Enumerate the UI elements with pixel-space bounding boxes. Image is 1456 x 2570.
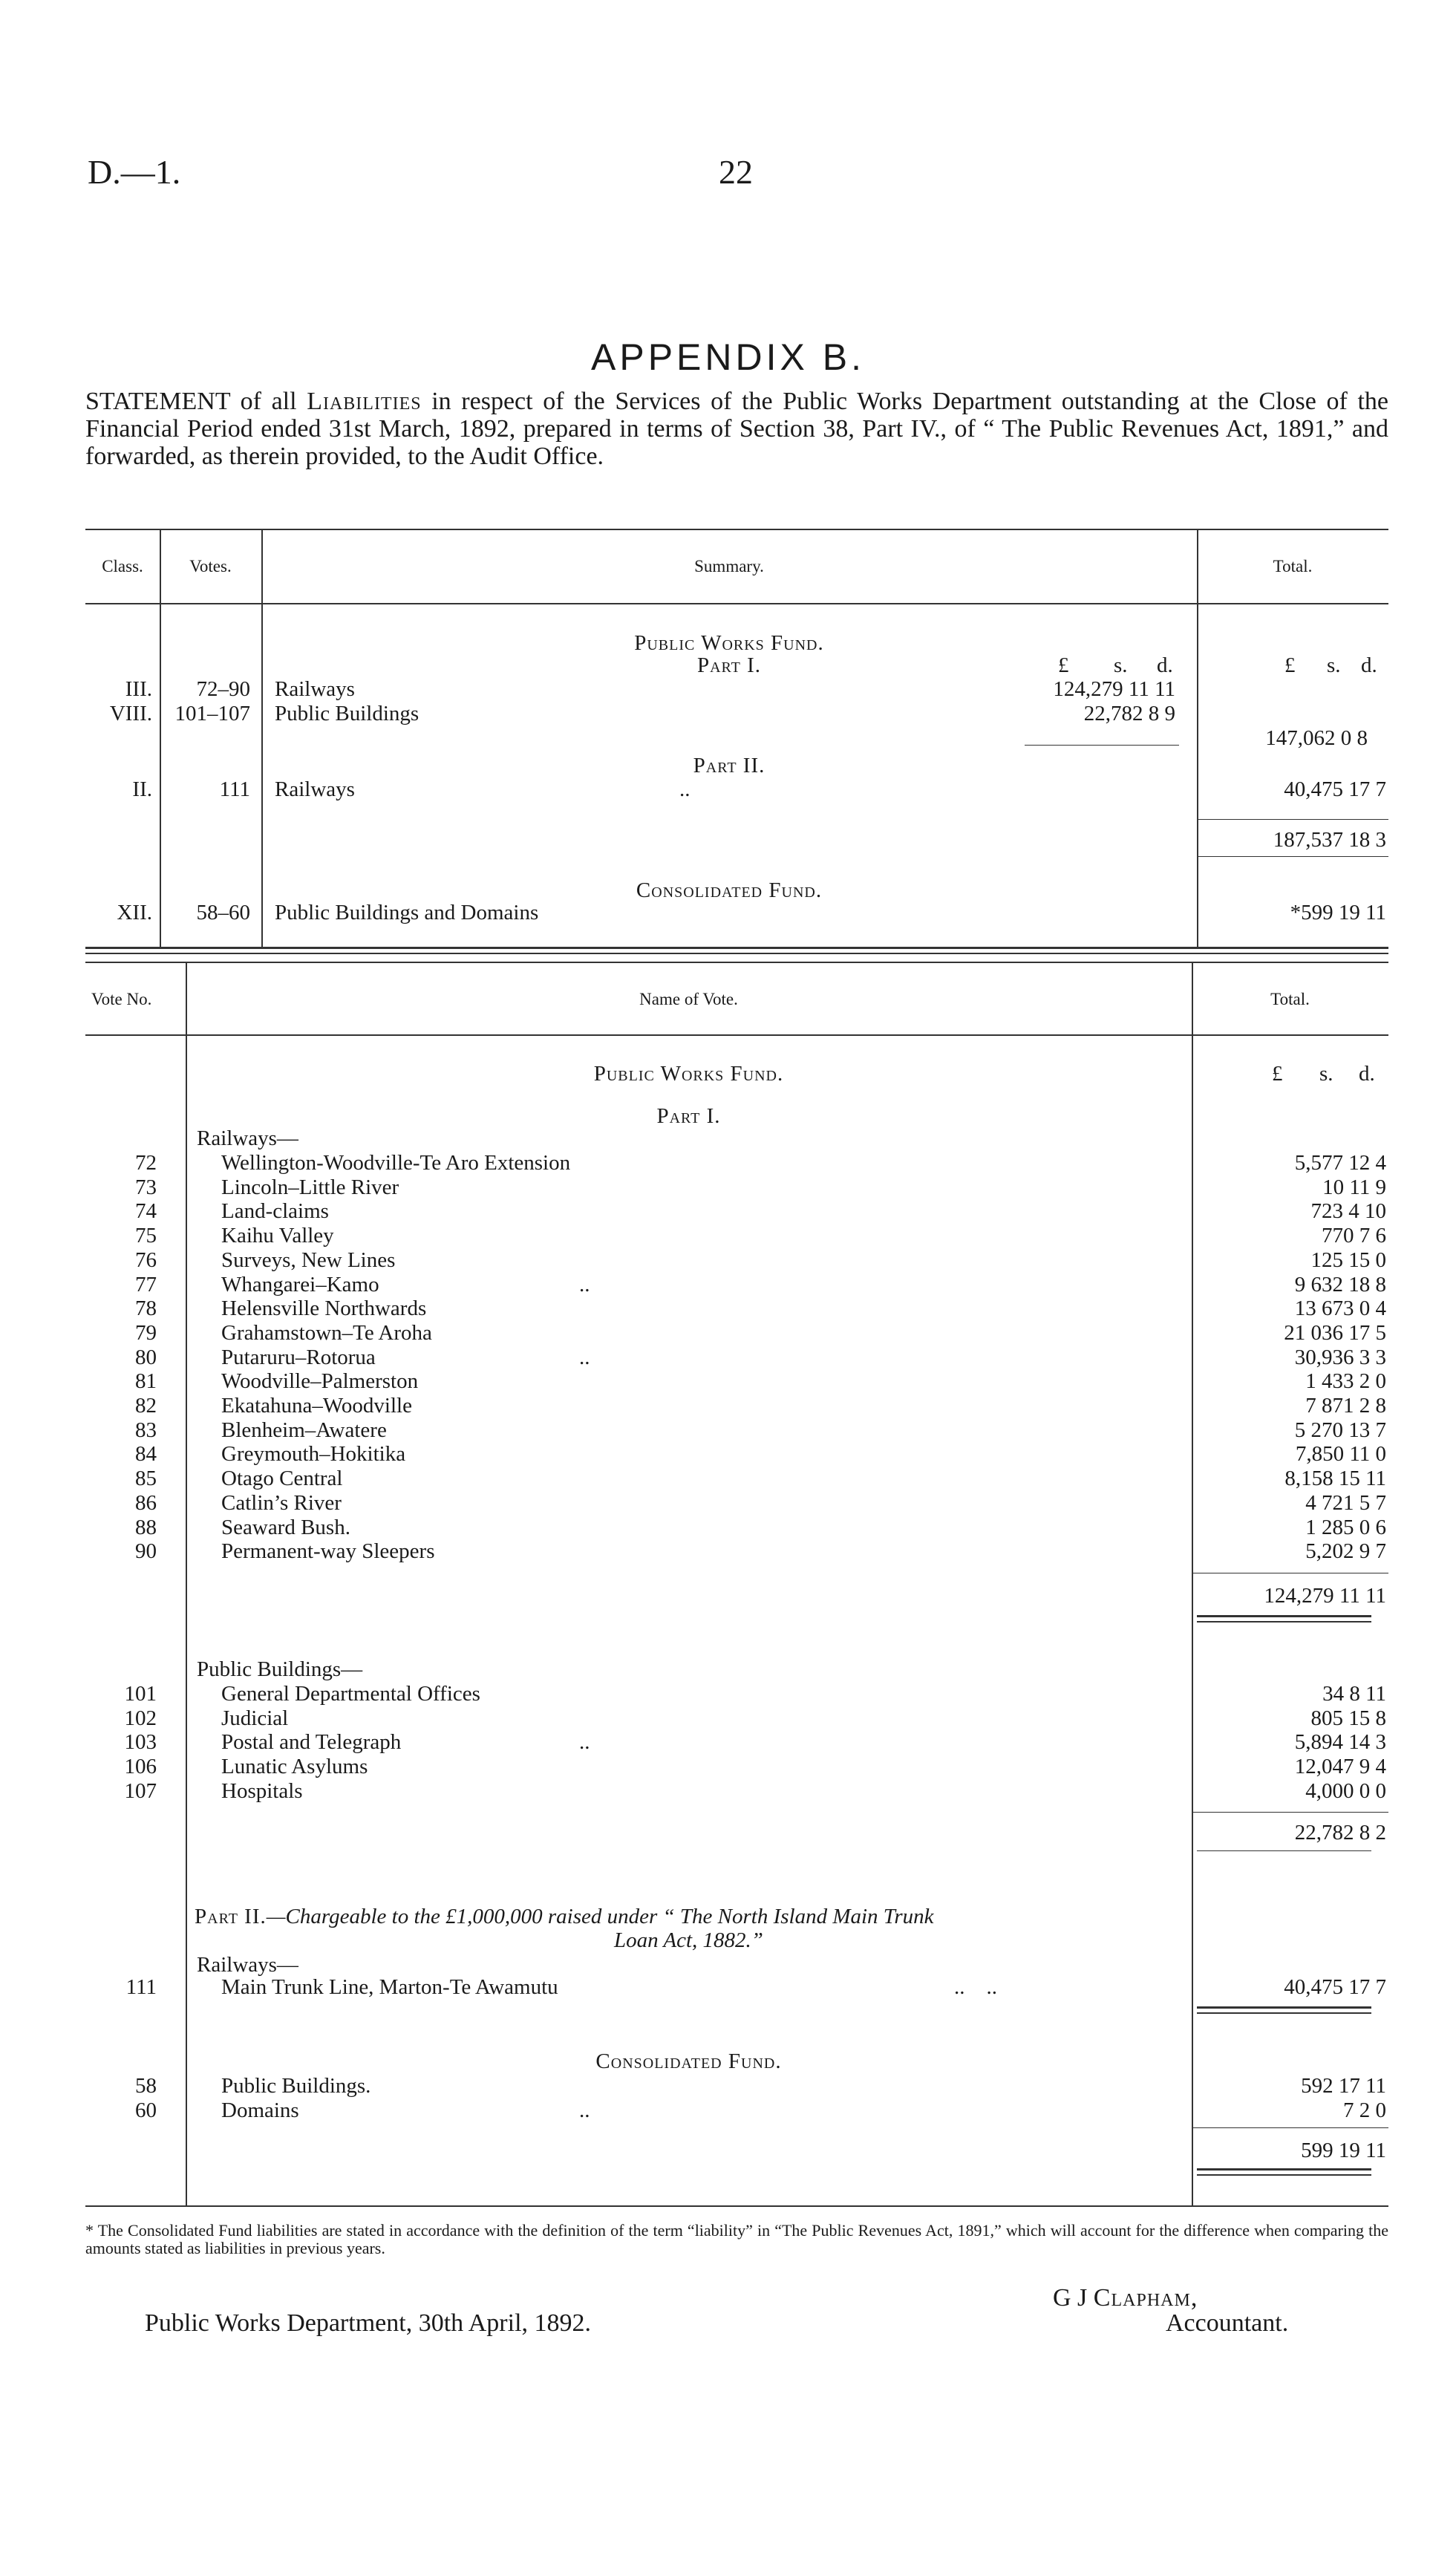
- vote-amount: 592 17 11: [1301, 2074, 1386, 2098]
- vote-name: Kaihu Valley: [221, 1224, 334, 1248]
- vote-name: Land-claims: [221, 1199, 329, 1224]
- buildings-total: 22,782 8 2: [1294, 1821, 1386, 1845]
- vote-name: Catlin’s River: [221, 1490, 342, 1515]
- vote-amount: 7,850 11 0: [1295, 1442, 1386, 1467]
- vote-number: 60: [135, 2098, 157, 2122]
- vote-amount: 21 036 17 5: [1284, 1320, 1386, 1345]
- vote-amount: 9 632 18 8: [1294, 1272, 1386, 1297]
- vote-name: Postal and Telegraph: [221, 1730, 402, 1755]
- vote-number: 88: [135, 1515, 157, 1539]
- vote-number: 83: [135, 1418, 157, 1442]
- summary-name: Railways: [275, 677, 355, 701]
- vote-number: 76: [135, 1248, 157, 1272]
- vote-name: Permanent-way Sleepers: [221, 1539, 435, 1564]
- vote-number: 86: [135, 1490, 157, 1515]
- vote-name: Domains: [221, 2098, 299, 2122]
- shilling-symbol: s.: [1319, 1062, 1333, 1086]
- pound-symbol: £: [1272, 1062, 1283, 1086]
- vote-number: 78: [135, 1297, 157, 1321]
- vote-amount: 5 270 13 7: [1294, 1418, 1386, 1442]
- statement-text: STATEMENT of all Liabilities in respect of the Services of the Public Works Department outstanding at the Close of the Financial Period ended 31st March, 1892, prepared in terms of Section 38, Part IV., of “ The Public Revenues Act, 1891,” and forwarded, as therein provided, to the Audit Office.: [85, 388, 1388, 470]
- vote-amount: 125 15 0: [1310, 1248, 1386, 1272]
- class-cell: XII.: [117, 901, 152, 924]
- class-cell: III.: [125, 677, 152, 701]
- total-public-works-fund: 187,537 18 3: [1273, 828, 1386, 852]
- vote-name: Greymouth–Hokitika: [221, 1442, 406, 1467]
- header-total: Total.: [1273, 557, 1313, 575]
- railways-total: 124,279 11 11: [1264, 1584, 1386, 1608]
- pence-symbol: d.: [1157, 653, 1173, 677]
- header-summary: Summary.: [694, 557, 764, 575]
- vote-number: 103: [124, 1730, 157, 1755]
- vote-number: 111: [125, 1975, 157, 1999]
- total-part-2: 40,475 17 7: [1284, 777, 1386, 801]
- consolidated-fund-heading: Consolidated Fund.: [595, 2049, 782, 2073]
- summary-name: Public Buildings and Domains: [275, 901, 539, 924]
- vote-number: 107: [124, 1778, 157, 1803]
- vote-name: Hospitals: [221, 1778, 303, 1803]
- vote-number: 72: [135, 1151, 157, 1175]
- vote-name: Surveys, New Lines: [221, 1248, 396, 1272]
- vote-amount: 13 673 0 4: [1294, 1297, 1386, 1321]
- class-cell: VIII.: [109, 702, 152, 725]
- vote-number: 73: [135, 1175, 157, 1199]
- vote-name: Wellington-Woodville-Te Aro Extension: [221, 1151, 571, 1175]
- class-cell: II.: [132, 777, 152, 801]
- summary-name: Railways: [275, 777, 355, 801]
- header-class: Class.: [102, 557, 143, 575]
- vote-amount: 8,158 15 11: [1284, 1467, 1386, 1491]
- summary-amount: 124,279 11 11: [1053, 677, 1175, 701]
- vote-number: 75: [135, 1224, 157, 1248]
- vote-amount: 7 871 2 8: [1305, 1394, 1386, 1418]
- leader-dots: ..: [679, 777, 691, 801]
- department-date: Public Works Department, 30th April, 1892.: [145, 2309, 592, 2337]
- vote-name: Ekatahuna–Woodville: [221, 1394, 412, 1418]
- votes-cell: 111: [219, 777, 250, 801]
- accountant-title: Accountant.: [1166, 2309, 1289, 2337]
- vote-number: 81: [135, 1369, 157, 1394]
- vote-amount: 30,936 3 3: [1294, 1345, 1386, 1369]
- vote-name: Blenheim–Awatere: [221, 1418, 387, 1442]
- vote-amount: 4,000 0 0: [1305, 1778, 1386, 1803]
- total-shilling-symbol: s.: [1327, 653, 1341, 677]
- leader-dots: ..: [579, 1730, 590, 1755]
- vote-number: 79: [135, 1320, 157, 1345]
- vote-number: 84: [135, 1442, 157, 1467]
- public-buildings-heading: Public Buildings—: [197, 1657, 363, 1681]
- vote-name: Public Buildings.: [221, 2074, 371, 2098]
- leader-dots: ..: [579, 1345, 590, 1369]
- shilling-symbol: s.: [1114, 653, 1128, 677]
- vote-amount: 5,894 14 3: [1294, 1730, 1386, 1755]
- vote-name: Helensville Northwards: [221, 1297, 427, 1321]
- vote-amount: 5,202 9 7: [1305, 1539, 1386, 1564]
- vote-amount: 1 285 0 6: [1305, 1515, 1386, 1539]
- header-name-of-vote: Name of Vote.: [639, 990, 738, 1008]
- vote-name: Grahamstown–Te Aroha: [221, 1320, 432, 1345]
- votes-cell: 72–90: [196, 677, 250, 701]
- vote-amount: 4 721 5 7: [1305, 1490, 1386, 1515]
- vote-amount: 723 4 10: [1310, 1199, 1386, 1224]
- page-number: 22: [719, 153, 753, 191]
- vote-amount: 12,047 9 4: [1294, 1755, 1386, 1779]
- vote-name: Woodville–Palmerston: [221, 1369, 419, 1394]
- vote-name: Putaruru–Rotorua: [221, 1345, 376, 1369]
- part-1-heading: Part I.: [656, 1104, 721, 1128]
- vote-amount: 40,475 17 7: [1284, 1975, 1386, 1999]
- consolidated-total: 599 19 11: [1301, 2139, 1386, 2162]
- consolidated-fund-heading: Consolidated Fund.: [636, 878, 823, 902]
- vote-name: Lunatic Asylums: [221, 1755, 368, 1779]
- vote-name: Judicial: [221, 1706, 289, 1730]
- leader-dots: ..: [579, 1272, 590, 1297]
- part-2-description: Part II.—Chargeable to the £1,000,000 raised under “ The North Island Main Trunk: [195, 1905, 934, 1928]
- total-pound-symbol: £: [1284, 653, 1296, 677]
- railways-heading: Railways—: [197, 1126, 298, 1150]
- public-works-fund-heading: Public Works Fund.: [593, 1062, 784, 1086]
- vote-number: 90: [135, 1539, 157, 1564]
- summary-name: Public Buildings: [275, 702, 420, 725]
- vote-number: 101: [124, 1682, 157, 1706]
- pence-symbol: d.: [1359, 1062, 1375, 1086]
- total-consolidated: *599 19 11: [1290, 901, 1386, 924]
- vote-amount: 34 8 11: [1322, 1682, 1386, 1706]
- part-2-description-line-2: Loan Act, 1882.”: [614, 1928, 763, 1952]
- public-works-fund-heading: Public Works Fund.: [634, 631, 824, 655]
- vote-number: 85: [135, 1467, 157, 1491]
- vote-number: 80: [135, 1345, 157, 1369]
- vote-amount: 1 433 2 0: [1305, 1369, 1386, 1394]
- leader-dots: ..: [579, 2098, 590, 2122]
- vote-number: 102: [124, 1706, 157, 1730]
- vote-number: 74: [135, 1199, 157, 1224]
- vote-amount: 805 15 8: [1310, 1706, 1386, 1730]
- summary-amount: 22,782 8 9: [1083, 702, 1175, 725]
- accountant-name: G J Clapham,: [1053, 2284, 1198, 2312]
- header-votes: Votes.: [189, 557, 232, 575]
- vote-name: Main Trunk Line, Marton-Te Awamutu: [221, 1975, 558, 1999]
- document-reference: D.—1.: [88, 153, 181, 191]
- header-detail-total: Total.: [1270, 990, 1310, 1008]
- vote-amount: 10 11 9: [1322, 1175, 1386, 1199]
- total-pence-symbol: d.: [1361, 653, 1377, 677]
- vote-name: Otago Central: [221, 1467, 343, 1491]
- leader-dots: .. ..: [954, 1975, 997, 1999]
- footnote: * The Consolidated Fund liabilities are stated in accordance with the definition of the term “liability” in “The Public Revenues Act, 1891,” which will account for the difference when comparing the amounts stated as liabilities in previous years.: [85, 2221, 1388, 2257]
- railways-2-heading: Railways—: [197, 1953, 298, 1977]
- vote-number: 58: [135, 2074, 157, 2098]
- vote-amount: 770 7 6: [1322, 1224, 1386, 1248]
- votes-cell: 101–107: [174, 702, 250, 725]
- part-1-heading: Part I.: [696, 653, 762, 677]
- part-2-heading: Part II.: [693, 754, 765, 777]
- pound-symbol: £: [1058, 653, 1069, 677]
- vote-number: 77: [135, 1272, 157, 1297]
- vote-amount: 7 2 0: [1343, 2098, 1386, 2122]
- votes-cell: 58–60: [196, 901, 250, 924]
- subtotal-part-1: 147,062 0 8: [1265, 726, 1368, 750]
- vote-name: General Departmental Offices: [221, 1682, 480, 1706]
- vote-name: Seaward Bush.: [221, 1515, 350, 1539]
- vote-amount: 5,577 12 4: [1294, 1151, 1386, 1175]
- appendix-title: APPENDIX B.: [591, 336, 865, 378]
- vote-name: Lincoln–Little River: [221, 1175, 399, 1199]
- header-vote-no: Vote No.: [91, 990, 152, 1008]
- vote-name: Whangarei–Kamo: [221, 1272, 379, 1297]
- vote-number: 106: [124, 1755, 157, 1779]
- vote-number: 82: [135, 1394, 157, 1418]
